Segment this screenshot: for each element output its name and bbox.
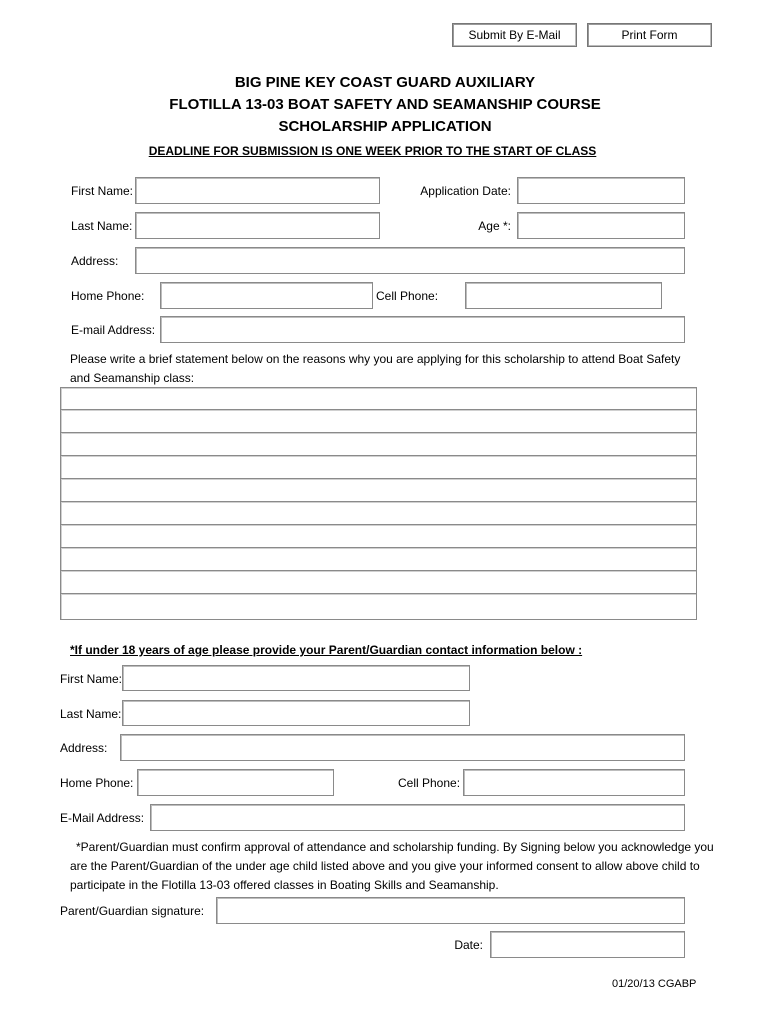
last-name-label: Last Name: (71, 219, 133, 233)
print-form-button[interactable]: Print Form (587, 23, 712, 47)
age-input[interactable] (517, 212, 685, 239)
guardian-heading: *If under 18 years of age please provide your Parent/Guardian contact information below : (70, 643, 583, 657)
guardian-address-label: Address: (60, 741, 108, 755)
guardian-cell-phone-input[interactable] (463, 769, 685, 796)
email-input[interactable] (160, 316, 685, 343)
guardian-email-input[interactable] (150, 804, 685, 831)
statement-line[interactable] (60, 456, 697, 479)
signature-input[interactable] (216, 897, 685, 924)
statement-line[interactable] (60, 502, 697, 525)
deadline-notice: DEADLINE FOR SUBMISSION IS ONE WEEK PRIOR TO THE START OF CLASS (148, 144, 597, 158)
last-name-input[interactable] (135, 212, 380, 239)
consent-text: *Parent/Guardian must confirm approval of attendance and scholarship funding. By Signing below you acknowledge you are the Parent/Guardian of the under age child listed above and you give your informed consent to allow above child to participate in the Flotilla 13-03 offered classes in Boating Skills and Seamanship. (70, 840, 714, 892)
guardian-address-input[interactable] (120, 734, 685, 761)
submit-by-email-button[interactable]: Submit By E-Mail (452, 23, 577, 47)
signature-date-input[interactable] (490, 931, 685, 958)
first-name-label: First Name: (71, 184, 134, 198)
guardian-cell-phone-label: Cell Phone: (398, 776, 461, 790)
statement-line[interactable] (60, 525, 697, 548)
guardian-last-name-label: Last Name: (60, 707, 122, 721)
address-input[interactable] (135, 247, 685, 274)
course-title: FLOTILLA 13-03 BOAT SAFETY AND SEAMANSHIP COURSE (169, 96, 601, 113)
guardian-home-phone-label: Home Phone: (60, 776, 134, 790)
statement-line[interactable] (60, 387, 697, 410)
statement-line[interactable] (60, 594, 697, 620)
statement-line[interactable] (60, 433, 697, 456)
statement-line[interactable] (60, 571, 697, 594)
guardian-first-name-input[interactable] (122, 665, 470, 691)
guardian-email-label: E-Mail Address: (60, 811, 145, 825)
application-date-input[interactable] (517, 177, 685, 204)
cell-phone-input[interactable] (465, 282, 662, 309)
first-name-input[interactable] (135, 177, 380, 204)
form-title: SCHOLARSHIP APPLICATION (278, 118, 492, 135)
statement-line[interactable] (60, 548, 697, 571)
statement-line[interactable] (60, 479, 697, 502)
email-label: E-mail Address: (71, 323, 156, 337)
signature-label: Parent/Guardian signature: (60, 904, 205, 918)
home-phone-input[interactable] (160, 282, 373, 309)
org-title: BIG PINE KEY COAST GUARD AUXILIARY (234, 74, 536, 91)
statement-line[interactable] (60, 410, 697, 433)
guardian-first-name-label: First Name: (60, 672, 123, 686)
date-label: Date: (454, 938, 483, 952)
cell-phone-label: Cell Phone: (376, 289, 439, 303)
guardian-last-name-input[interactable] (122, 700, 470, 726)
address-label: Address: (71, 254, 119, 268)
statement-prompt: Please write a brief statement below on the reasons why you are applying for this scholarship to attend Boat Safety and Seamanship class: (70, 352, 681, 385)
application-date-label: Application Date: (420, 184, 511, 198)
guardian-home-phone-input[interactable] (137, 769, 334, 796)
age-label: Age *: (478, 219, 511, 233)
home-phone-label: Home Phone: (71, 289, 145, 303)
form-code: 01/20/13 CGABP (612, 978, 697, 990)
